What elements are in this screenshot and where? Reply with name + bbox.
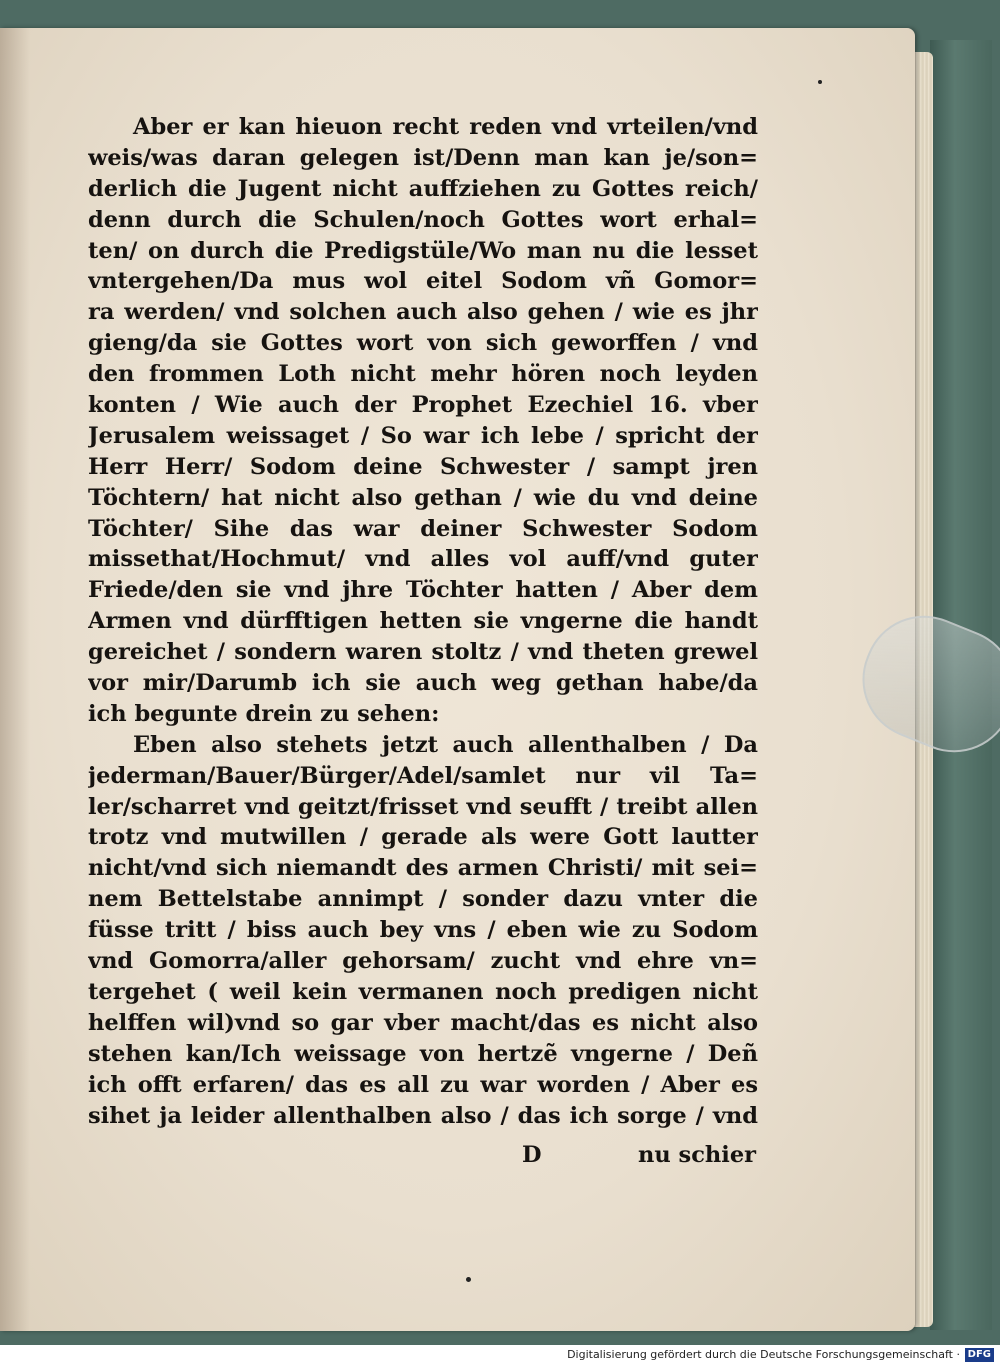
- text-line: Herr Herr/ Sodom deine Schwester / sampt jren: [88, 453, 758, 480]
- ink-speck: [818, 80, 822, 84]
- text-line: jederman/Bauer/Bürger/Adel/samlet nur vil Ta=: [88, 762, 758, 789]
- text-line: vnd Gomorra/aller gehorsam/ zucht vnd ehre vn=: [88, 948, 758, 975]
- text-line: trotz vnd mutwillen / gerade als were Gott lautter: [88, 824, 758, 851]
- text-line: gieng/da sie Gottes wort von sich geworffen / vnd: [88, 330, 758, 357]
- text-line: ler/scharret vnd geitzt/frisset vnd seufft / treibt allen: [88, 793, 758, 820]
- text-line: ich begunte drein zu sehen:: [88, 700, 440, 727]
- text-line: Eben also stehets jetzt auch allenthalben / Da: [133, 731, 758, 758]
- footer-bar: [0, 1345, 1000, 1366]
- text-line: derlich die Jugent nicht auffziehen zu Gottes reich/: [88, 175, 758, 202]
- text-line: tergehet ( weil kein vermanen noch predigen nicht: [88, 978, 758, 1005]
- gutter-shadow: [0, 28, 30, 1331]
- text-line: vntergehen/Da mus wol eitel Sodom vñ Gomor=: [88, 268, 758, 295]
- text-line: stehen kan/Ich weissage von hertzẽ vngerne / Deñ: [88, 1040, 758, 1067]
- catchword: nu schier: [638, 1142, 756, 1168]
- signature-mark: D: [522, 1142, 542, 1168]
- text-line: Armen vnd dürfftigen hetten sie vngerne die handt: [88, 608, 758, 635]
- text-line: weis/was daran gelegen ist/Denn man kan je/son=: [88, 144, 758, 171]
- credit-separator: ·: [956, 1348, 960, 1361]
- text-line: Töchter/ Sihe das war deiner Schwester Sodom: [88, 515, 758, 542]
- text-line: Friede/den sie vnd jhre Töchter hatten / Aber dem: [88, 577, 758, 604]
- text-line: Aber er kan hieuon recht reden vnd vrteilen/vnd: [133, 114, 758, 140]
- text-line: sihet ja leider allenthalben also / das ich sorge / vnd: [88, 1102, 758, 1129]
- text-line: Jerusalem weissaget / So war ich lebe / spricht der: [88, 422, 758, 449]
- text-line: vor mir/Darumb ich sie auch weg gethan habe/da: [88, 670, 758, 697]
- text-line: ten/ on durch die Predigstüle/Wo man nu die lesset: [88, 237, 758, 264]
- digitization-credit: [567, 1348, 960, 1361]
- credit-text: Digitalisierung gefördert durch die Deutsche Forschungsgemeinschaft: [567, 1348, 953, 1361]
- text-line: missethat/Hochmut/ vnd alles vol auff/vnd guter: [88, 546, 758, 573]
- text-line: ra werden/ vnd solchen auch also gehen / wie es jhr: [88, 299, 758, 326]
- page-text: [88, 112, 758, 1131]
- ink-speck: [466, 1277, 471, 1282]
- text-line: Töchtern/ hat nicht also gethan / wie du vnd deine: [88, 484, 758, 511]
- dfg-logo: DFG: [965, 1348, 994, 1362]
- text-line: den frommen Loth nicht mehr hören noch leyden: [88, 361, 758, 388]
- text-line: denn durch die Schulen/noch Gottes wort erhal=: [88, 206, 758, 233]
- text-line: füsse tritt / biss auch bey vns / eben wie zu Sodom: [88, 917, 758, 944]
- text-line: ich offt erfaren/ das es all zu war worden / Aber es: [88, 1071, 758, 1098]
- text-line: nicht/vnd sich niemandt des armen Christi/ mit sei=: [88, 855, 758, 882]
- text-line: konten / Wie auch der Prophet Ezechiel 16. vber: [88, 392, 758, 419]
- text-line: nem Bettelstabe annimpt / sonder dazu vnter die: [88, 886, 758, 913]
- text-line: gereichet / sondern waren stoltz / vnd theten grewel: [88, 639, 758, 666]
- text-line: helffen wil)vnd so gar vber macht/das es nicht also: [88, 1009, 758, 1036]
